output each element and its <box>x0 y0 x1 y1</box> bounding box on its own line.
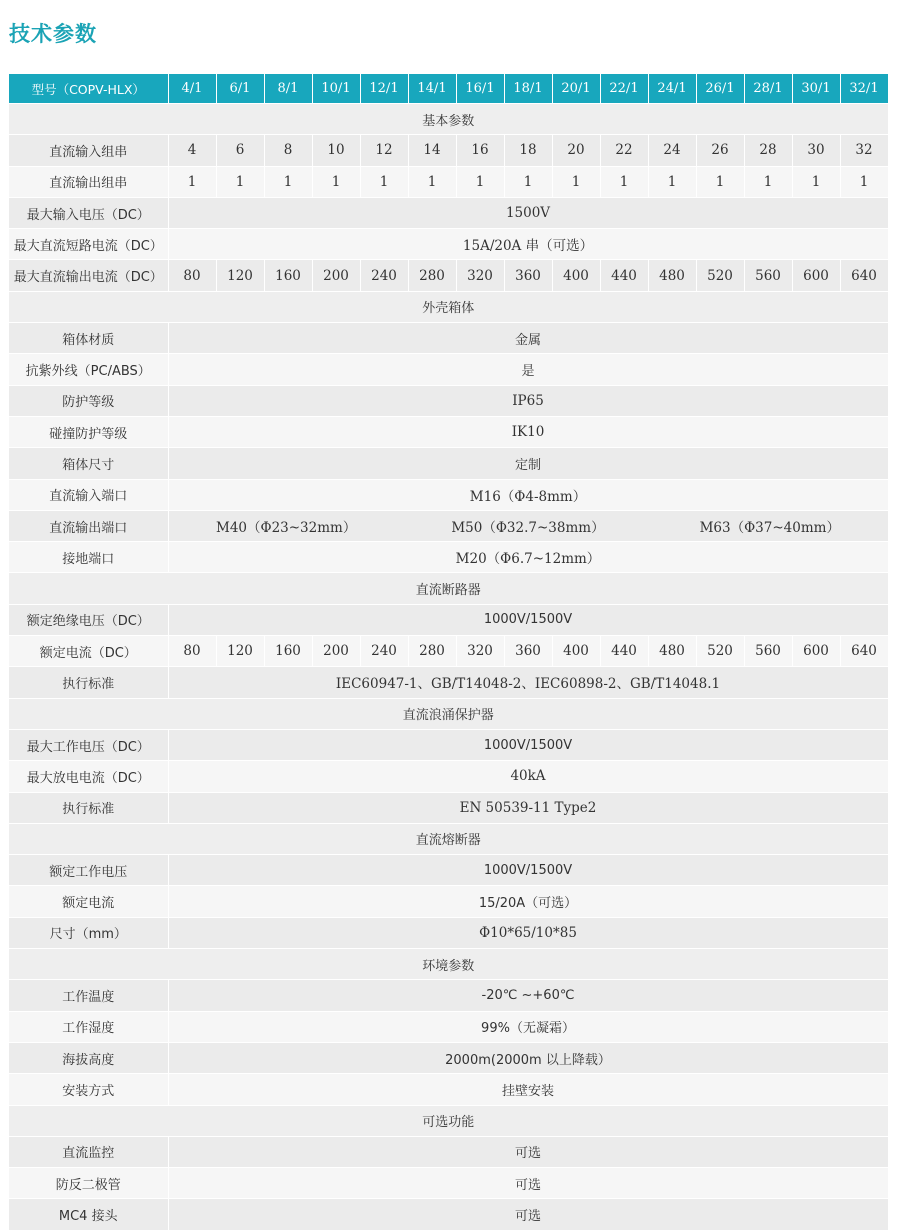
value-cell: 1 <box>504 166 552 197</box>
section-title: 外壳箱体 <box>9 291 888 322</box>
value-cell: 99%（无凝霜） <box>168 1011 888 1042</box>
row-label: 最大直流短路电流（DC） <box>9 229 168 260</box>
table-row <box>9 1042 888 1073</box>
table-row <box>9 197 888 228</box>
value-cell: 可选 <box>168 1199 888 1230</box>
value-cell: 15A/20A 串（可选） <box>168 229 888 260</box>
port-options <box>169 516 888 536</box>
model-header-cell: 6/1 <box>216 74 264 104</box>
table-row <box>9 604 888 635</box>
value-cell: 1500V <box>168 197 888 228</box>
row-label: 直流输出端口 <box>9 510 168 541</box>
value-cell: 30 <box>792 135 840 166</box>
model-header-cell: 8/1 <box>264 74 312 104</box>
value-cell: 480 <box>648 260 696 291</box>
value-cell: 1 <box>168 166 216 197</box>
value-cell: 640 <box>840 636 888 667</box>
value-cell: 320 <box>456 636 504 667</box>
value-cell: IK10 <box>168 416 888 447</box>
value-cell: 440 <box>600 260 648 291</box>
value-cell: 1000V/1500V <box>168 604 888 635</box>
model-header-cell: 16/1 <box>456 74 504 104</box>
table-row <box>9 416 888 447</box>
section-row-breaker <box>9 573 888 604</box>
value-cell: 1 <box>264 166 312 197</box>
table-row <box>9 729 888 760</box>
value-cell: 520 <box>696 636 744 667</box>
row-label: 额定电流 <box>9 886 168 917</box>
model-header-cell: 10/1 <box>312 74 360 104</box>
value-cell: 22 <box>600 135 648 166</box>
table-row <box>9 1168 888 1199</box>
row-label: 直流监控 <box>9 1136 168 1167</box>
table-row <box>9 260 888 291</box>
row-label: 工作温度 <box>9 980 168 1011</box>
row-label: 海拔高度 <box>9 1042 168 1073</box>
value-cell: 400 <box>552 636 600 667</box>
table-row <box>9 510 888 541</box>
value-cell: 1 <box>696 166 744 197</box>
value-cell: IP65 <box>168 385 888 416</box>
model-header-cell: 32/1 <box>840 74 888 104</box>
value-cell: 240 <box>360 636 408 667</box>
port-option: M63（Φ37~40mm） <box>699 520 840 536</box>
table-row <box>9 479 888 510</box>
table-row <box>9 1074 888 1105</box>
model-header-cell: 24/1 <box>648 74 696 104</box>
row-label: 箱体尺寸 <box>9 448 168 479</box>
value-cell: 16 <box>456 135 504 166</box>
value-cell: 360 <box>504 260 552 291</box>
table-row <box>9 448 888 479</box>
section-row-fuse <box>9 823 888 854</box>
value-cell: 240 <box>360 260 408 291</box>
table-row <box>9 980 888 1011</box>
value-cell: 1 <box>312 166 360 197</box>
value-cell: 8 <box>264 135 312 166</box>
value-cell: 440 <box>600 636 648 667</box>
model-header-cell: 12/1 <box>360 74 408 104</box>
model-header-cell: 22/1 <box>600 74 648 104</box>
section-title: 直流熔断器 <box>9 823 888 854</box>
port-option: M40（Φ23~32mm） <box>216 520 357 536</box>
value-cell: 1000V/1500V <box>168 729 888 760</box>
row-label: 安装方式 <box>9 1074 168 1105</box>
value-cell: -20℃ ~+60℃ <box>168 980 888 1011</box>
section-title: 直流浪涌保护器 <box>9 698 888 729</box>
value-cell: 定制 <box>168 448 888 479</box>
section-title: 直流断路器 <box>9 573 888 604</box>
value-cell: 200 <box>312 636 360 667</box>
value-cell: 280 <box>408 260 456 291</box>
value-cell: 是 <box>168 354 888 385</box>
model-header-cell: 4/1 <box>168 74 216 104</box>
table-row <box>9 229 888 260</box>
value-cell: 600 <box>792 636 840 667</box>
row-label: MC4 接头 <box>9 1199 168 1230</box>
table-row <box>9 1199 888 1230</box>
row-label: 额定绝缘电压（DC） <box>9 604 168 635</box>
value-cell: 12 <box>360 135 408 166</box>
value-cell: EN 50539-11 Type2 <box>168 792 888 823</box>
section-row-enclosure <box>9 291 888 322</box>
value-cell: 1 <box>408 166 456 197</box>
row-label: 直流输入端口 <box>9 479 168 510</box>
table-header-row <box>9 74 888 104</box>
value-cell: 560 <box>744 636 792 667</box>
table-row <box>9 1011 888 1042</box>
value-cell: 80 <box>168 636 216 667</box>
value-cell: 10 <box>312 135 360 166</box>
value-cell: 640 <box>840 260 888 291</box>
table-row <box>9 135 888 166</box>
row-label: 接地端口 <box>9 542 168 573</box>
table-row <box>9 166 888 197</box>
section-row-env <box>9 949 888 980</box>
table-row <box>9 855 888 886</box>
model-header-cell: 26/1 <box>696 74 744 104</box>
value-cell: 26 <box>696 135 744 166</box>
row-label: 碰撞防护等级 <box>9 416 168 447</box>
row-label: 额定工作电压 <box>9 855 168 886</box>
value-cell: 可选 <box>168 1168 888 1199</box>
table-row <box>9 792 888 823</box>
value-cell: 32 <box>840 135 888 166</box>
row-label: 箱体材质 <box>9 323 168 354</box>
value-cell: 1 <box>648 166 696 197</box>
value-cell: 1 <box>744 166 792 197</box>
table-row <box>9 917 888 948</box>
section-title: 环境参数 <box>9 949 888 980</box>
value-cell: 600 <box>792 260 840 291</box>
value-cell: 280 <box>408 636 456 667</box>
row-label: 最大输入电压（DC） <box>9 197 168 228</box>
value-cell: 4 <box>168 135 216 166</box>
value-cell: 480 <box>648 636 696 667</box>
row-label: 工作湿度 <box>9 1011 168 1042</box>
model-header-cell: 14/1 <box>408 74 456 104</box>
table-row <box>9 1136 888 1167</box>
row-label: 直流输入组串 <box>9 135 168 166</box>
model-header-cell: 18/1 <box>504 74 552 104</box>
table-row <box>9 667 888 698</box>
value-cell: Φ10*65/10*85 <box>168 917 888 948</box>
model-header-cell: 20/1 <box>552 74 600 104</box>
value-cell: 360 <box>504 636 552 667</box>
value-cell: 1 <box>600 166 648 197</box>
table-row <box>9 886 888 917</box>
section-title: 基本参数 <box>9 104 888 135</box>
section-row-optional <box>9 1105 888 1136</box>
value-cell: 挂壁安装 <box>168 1074 888 1105</box>
value-cell: 1 <box>360 166 408 197</box>
value-cell: 160 <box>264 636 312 667</box>
value-cell: 可选 <box>168 1136 888 1167</box>
value-cell: 6 <box>216 135 264 166</box>
value-cell: 18 <box>504 135 552 166</box>
row-label: 最大工作电压（DC） <box>9 729 168 760</box>
value-cell: 1 <box>840 166 888 197</box>
row-label: 最大放电电流（DC） <box>9 761 168 792</box>
table-row <box>9 323 888 354</box>
spec-table <box>9 74 889 1231</box>
row-label: 防护等级 <box>9 385 168 416</box>
value-cell: 1 <box>456 166 504 197</box>
table-row <box>9 385 888 416</box>
value-cell: 24 <box>648 135 696 166</box>
value-cell: 560 <box>744 260 792 291</box>
value-cell: 1000V/1500V <box>168 855 888 886</box>
row-label: 额定电流（DC） <box>9 636 168 667</box>
model-header-cell: 28/1 <box>744 74 792 104</box>
value-cell: 400 <box>552 260 600 291</box>
value-cell-group <box>168 510 888 541</box>
value-cell: 320 <box>456 260 504 291</box>
value-cell: 1 <box>552 166 600 197</box>
value-cell: 20 <box>552 135 600 166</box>
table-row <box>9 636 888 667</box>
value-cell: 15/20A（可选） <box>168 886 888 917</box>
row-label: 执行标准 <box>9 792 168 823</box>
value-cell: 金属 <box>168 323 888 354</box>
value-cell: 520 <box>696 260 744 291</box>
value-cell: 1 <box>792 166 840 197</box>
value-cell: 2000m(2000m 以上降载） <box>168 1042 888 1073</box>
row-label: 防反二极管 <box>9 1168 168 1199</box>
row-label: 尺寸（mm） <box>9 917 168 948</box>
model-header-cell: 30/1 <box>792 74 840 104</box>
value-cell: 80 <box>168 260 216 291</box>
table-row <box>9 354 888 385</box>
port-option: M50（Φ32.7~38mm） <box>451 520 605 536</box>
header-label: 型号（COPV-HLX） <box>9 74 168 104</box>
row-label: 直流输出组串 <box>9 166 168 197</box>
section-row-spd <box>9 698 888 729</box>
value-cell: 120 <box>216 260 264 291</box>
row-label: 最大直流输出电流（DC） <box>9 260 168 291</box>
value-cell: 160 <box>264 260 312 291</box>
row-label: 抗紫外线（PC/ABS） <box>9 354 168 385</box>
value-cell: IEC60947-1、GB/T14048-2、IEC60898-2、GB/T14048.1 <box>168 667 888 698</box>
value-cell: 14 <box>408 135 456 166</box>
value-cell: 1 <box>216 166 264 197</box>
value-cell: 200 <box>312 260 360 291</box>
value-cell: 40kA <box>168 761 888 792</box>
value-cell: M16（Φ4-8mm） <box>168 479 888 510</box>
value-cell: 28 <box>744 135 792 166</box>
section-title: 可选功能 <box>9 1105 888 1136</box>
row-label: 执行标准 <box>9 667 168 698</box>
value-cell: 120 <box>216 636 264 667</box>
value-cell: M20（Φ6.7~12mm） <box>168 542 888 573</box>
table-row <box>9 761 888 792</box>
table-row <box>9 542 888 573</box>
section-row-basic <box>9 104 888 135</box>
page-title: 技术参数 <box>9 22 97 46</box>
